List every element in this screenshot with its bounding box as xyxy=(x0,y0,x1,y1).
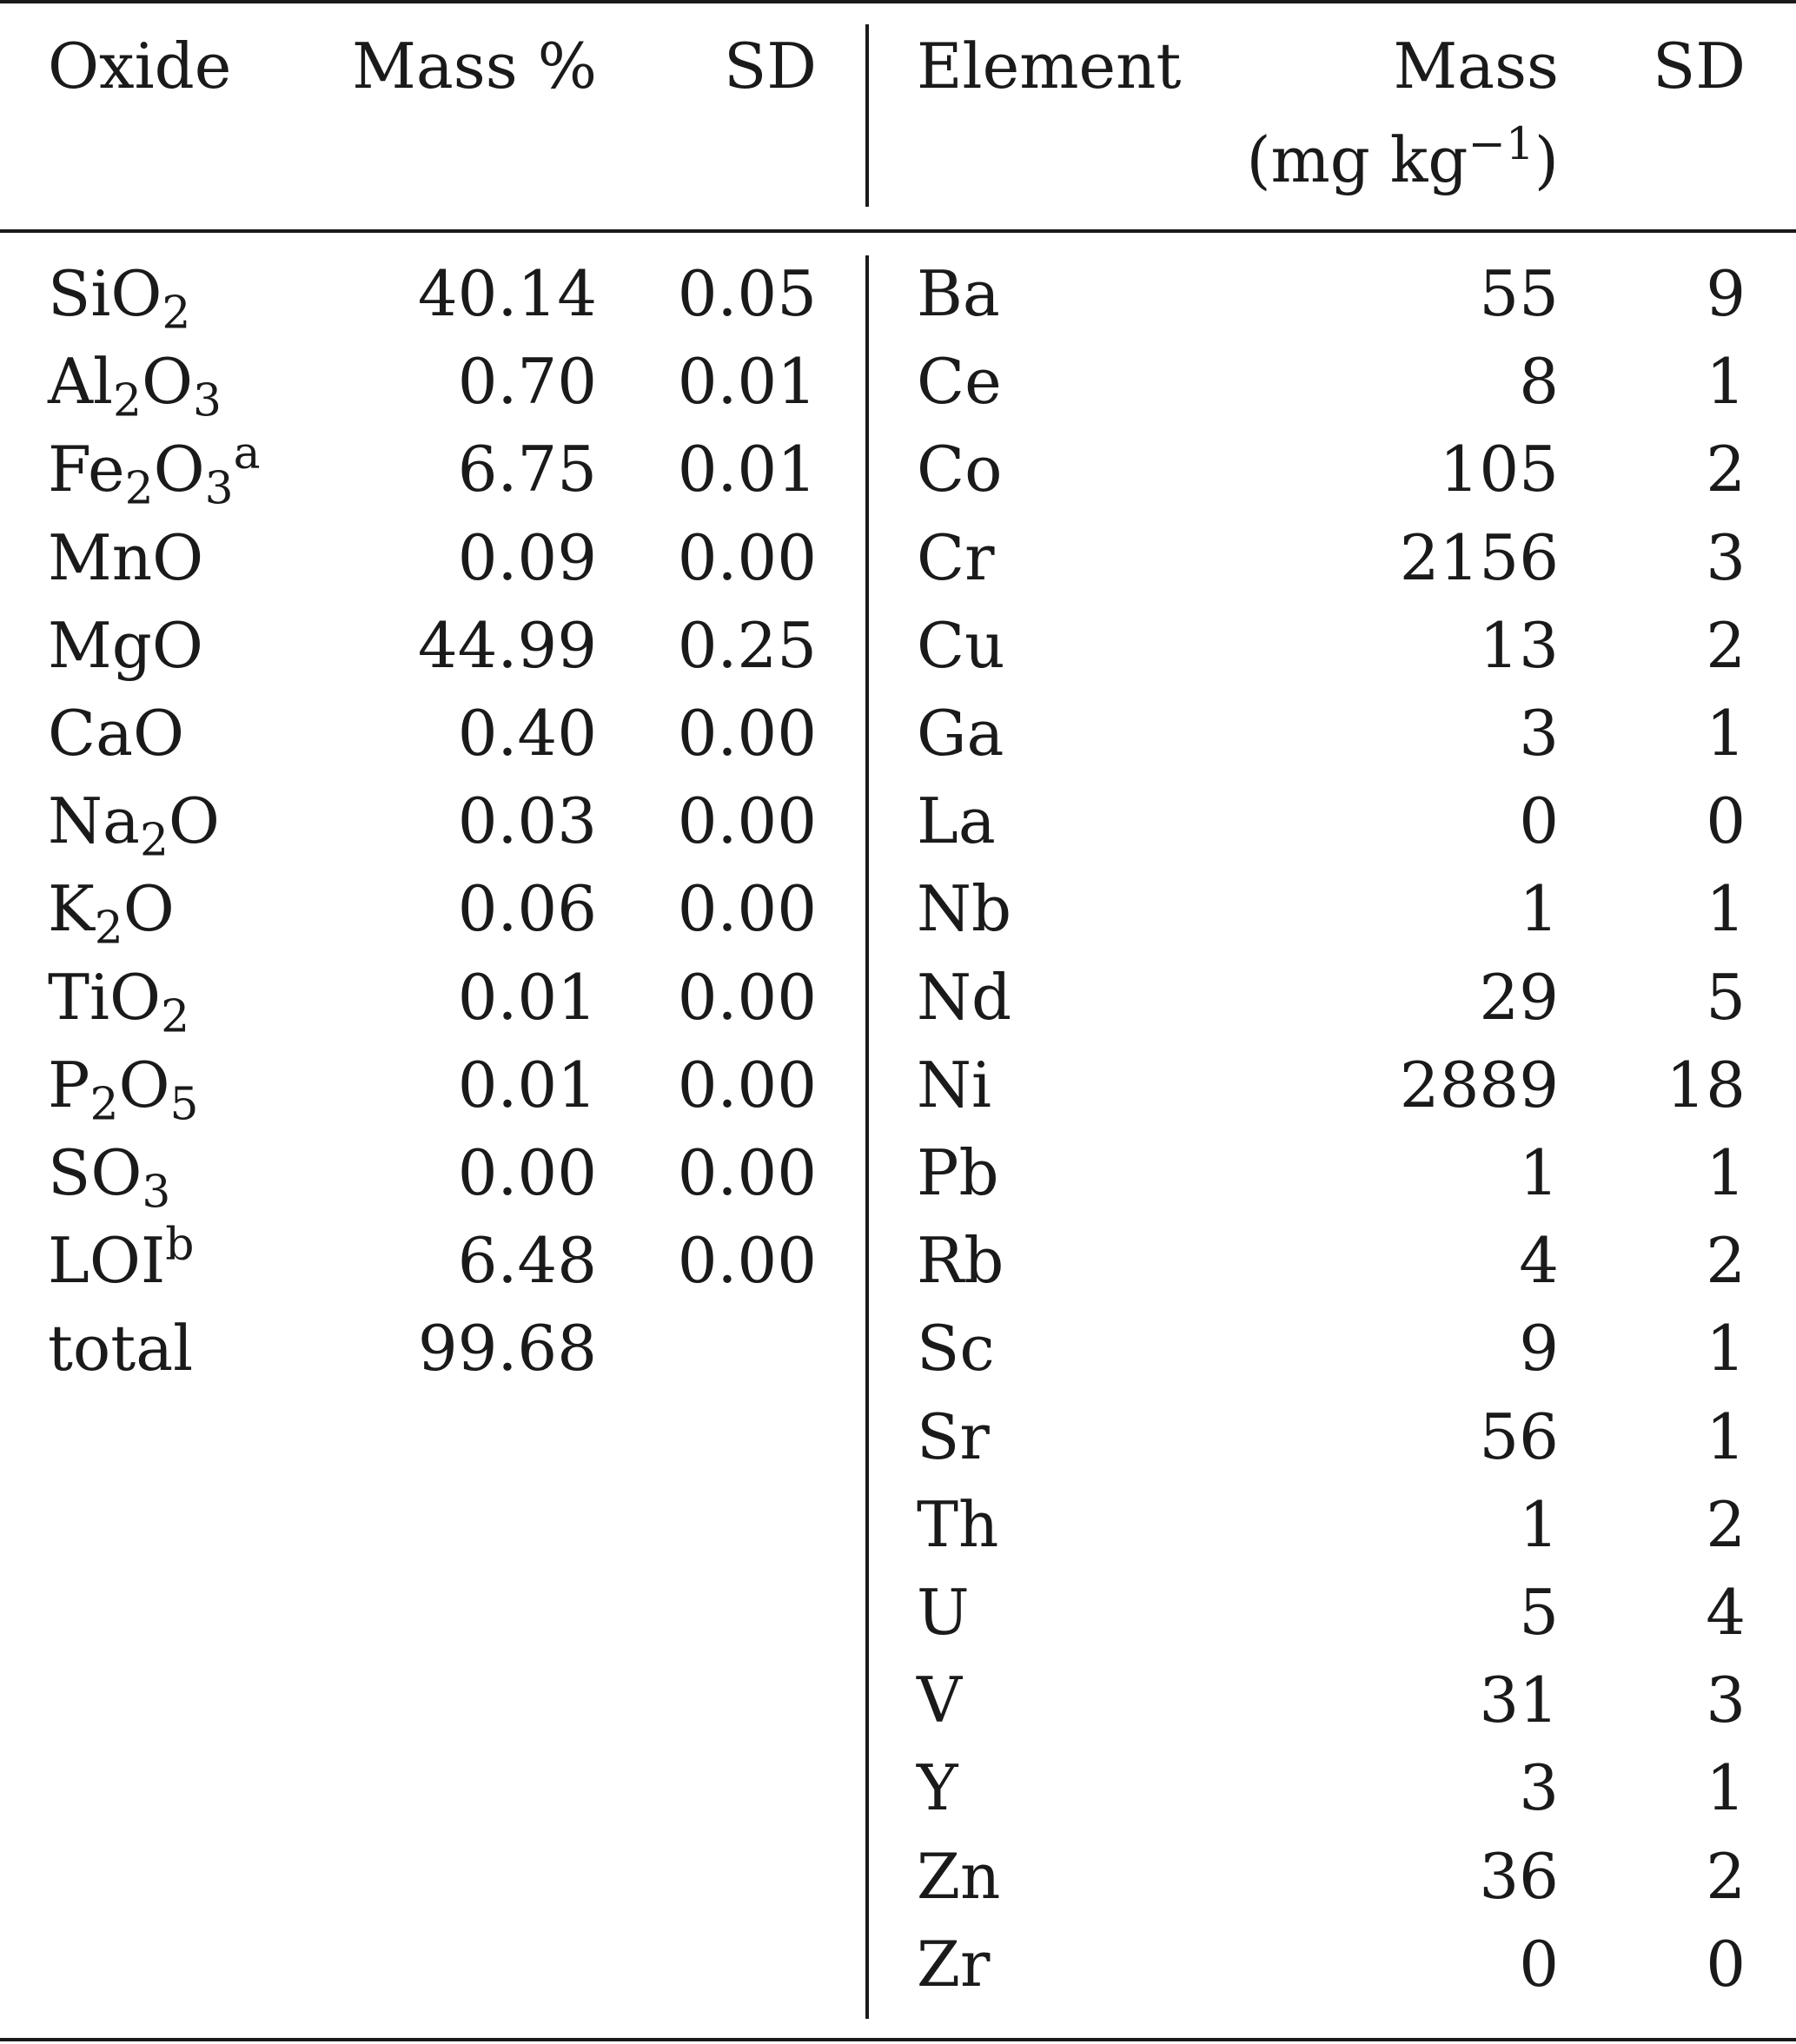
element-sd: 1 xyxy=(1706,1312,1746,1385)
element-mass-unit-header xyxy=(1246,118,1559,196)
element-name: Ni xyxy=(917,1048,992,1121)
oxide-mass: 0.09 xyxy=(457,521,597,594)
element-mass: 4 xyxy=(1519,1224,1559,1297)
element-mass: 55 xyxy=(1479,257,1559,330)
oxide-sd-header: SD xyxy=(723,30,817,103)
oxide-mass: 40.14 xyxy=(417,257,597,330)
header-rule xyxy=(0,229,1796,233)
mass-unit-text: (mg kg xyxy=(1246,123,1468,196)
oxide-name-sub: 2 xyxy=(161,990,190,1043)
oxide-name-part: O xyxy=(153,433,205,506)
oxide-name-part: CaO xyxy=(48,697,185,770)
element-mass: 1 xyxy=(1519,1136,1559,1209)
element-name: Y xyxy=(917,1751,958,1824)
oxide-sd: 0.25 xyxy=(677,609,817,682)
oxide-name-part: LOI xyxy=(48,1224,166,1297)
oxide-name-sub: 3 xyxy=(142,1166,171,1219)
element-mass: 0 xyxy=(1519,784,1559,857)
oxide-name-sup: a xyxy=(233,427,261,480)
oxide-name xyxy=(48,523,203,592)
mass-unit-close: ) xyxy=(1534,123,1559,196)
oxide-name-sup: b xyxy=(165,1219,195,1272)
oxide-name xyxy=(48,784,220,867)
bottom-rule xyxy=(0,2038,1796,2041)
oxide-sd: 0.00 xyxy=(677,1224,817,1297)
element-sd: 18 xyxy=(1666,1048,1746,1121)
element-name: Ce xyxy=(917,345,1002,418)
header-divider xyxy=(865,24,869,207)
mass-unit-exponent: −1 xyxy=(1468,118,1534,171)
oxide-sd: 0.00 xyxy=(677,521,817,594)
oxide-name-part: O xyxy=(168,784,220,857)
oxide-mass: 0.01 xyxy=(457,961,597,1034)
oxide-sd: 0.05 xyxy=(677,257,817,330)
oxide-name-sub: 3 xyxy=(204,462,234,515)
element-sd: 0 xyxy=(1706,784,1746,857)
element-name: Sc xyxy=(917,1312,995,1385)
oxide-name-part: Na xyxy=(48,784,140,857)
element-name: Cu xyxy=(917,609,1005,682)
element-mass: 31 xyxy=(1479,1664,1559,1736)
element-mass: 8 xyxy=(1519,345,1559,418)
oxide-header: Oxide xyxy=(48,30,232,103)
oxide-name xyxy=(48,698,184,768)
element-mass-header: Mass xyxy=(1393,30,1559,103)
element-sd: 1 xyxy=(1706,1136,1746,1209)
oxide-mass: 0.01 xyxy=(457,1048,597,1121)
element-mass: 29 xyxy=(1479,961,1559,1034)
oxide-name-part: O xyxy=(123,872,175,945)
element-mass: 105 xyxy=(1439,433,1559,506)
element-sd: 1 xyxy=(1706,345,1746,418)
oxide-name-part: P xyxy=(48,1048,90,1121)
element-name: Co xyxy=(917,433,1003,506)
oxide-name xyxy=(48,611,203,680)
oxide-name xyxy=(48,1313,193,1383)
element-name: Nb xyxy=(917,872,1012,945)
oxide-sd: 0.00 xyxy=(677,1048,817,1121)
oxide-name-part: total xyxy=(48,1312,194,1385)
element-sd: 9 xyxy=(1706,257,1746,330)
element-sd: 2 xyxy=(1706,1488,1746,1561)
oxide-name-part: K xyxy=(48,872,95,945)
element-sd: 2 xyxy=(1706,1224,1746,1297)
oxide-sd: 0.01 xyxy=(677,345,817,418)
oxide-name xyxy=(48,345,222,427)
oxide-name xyxy=(48,427,261,515)
oxide-name-sub: 2 xyxy=(124,462,154,515)
oxide-mass: 6.48 xyxy=(457,1224,597,1297)
oxide-sd: 0.00 xyxy=(677,697,817,770)
element-name: U xyxy=(917,1576,970,1649)
oxide-name-sub: 2 xyxy=(89,1078,119,1131)
top-rule xyxy=(0,0,1796,3)
element-name: Nd xyxy=(917,961,1012,1034)
element-mass: 2889 xyxy=(1399,1048,1559,1121)
element-sd-header: SD xyxy=(1652,30,1746,103)
oxide-name xyxy=(48,1219,195,1297)
element-mass: 9 xyxy=(1519,1312,1559,1385)
oxide-name-part: MnO xyxy=(48,521,204,594)
element-mass: 56 xyxy=(1479,1400,1559,1473)
element-sd: 1 xyxy=(1706,697,1746,770)
element-sd: 2 xyxy=(1706,1840,1746,1913)
oxide-name-sub: 5 xyxy=(169,1078,199,1131)
body-divider xyxy=(865,255,869,2019)
element-name: Zn xyxy=(917,1840,1001,1913)
element-name: Ba xyxy=(917,257,1000,330)
element-name: V xyxy=(917,1664,962,1736)
oxide-sd: 0.01 xyxy=(677,433,817,506)
element-mass: 13 xyxy=(1479,609,1559,682)
element-name: Pb xyxy=(917,1136,999,1209)
oxide-sd: 0.00 xyxy=(677,784,817,857)
element-mass: 36 xyxy=(1479,1840,1559,1913)
oxide-mass: 0.70 xyxy=(457,345,597,418)
oxide-mass: 0.40 xyxy=(457,697,597,770)
oxide-name-part: SO xyxy=(48,1136,142,1209)
element-name: Zr xyxy=(917,1928,991,2001)
oxide-name-sub: 3 xyxy=(193,374,222,427)
oxide-name-sub: 2 xyxy=(113,374,142,427)
oxide-name-part: MgO xyxy=(48,609,203,682)
element-name: Th xyxy=(917,1488,999,1561)
element-mass: 5 xyxy=(1519,1576,1559,1649)
element-mass: 3 xyxy=(1519,1751,1559,1824)
oxide-mass: 44.99 xyxy=(417,609,597,682)
mass-pct-header: Mass % xyxy=(352,30,597,103)
oxide-name-sub: 2 xyxy=(94,902,123,955)
element-sd: 0 xyxy=(1706,1928,1746,2001)
element-mass: 1 xyxy=(1519,1488,1559,1561)
oxide-name xyxy=(48,1048,199,1131)
element-mass: 1 xyxy=(1519,872,1559,945)
oxide-name-part: SiO xyxy=(48,257,162,330)
oxide-mass: 6.75 xyxy=(457,433,597,506)
element-name: Ga xyxy=(917,697,1004,770)
oxide-name-part: O xyxy=(118,1048,170,1121)
element-sd: 3 xyxy=(1706,521,1746,594)
oxide-name xyxy=(48,961,190,1043)
element-mass: 3 xyxy=(1519,697,1559,770)
element-sd: 1 xyxy=(1706,1400,1746,1473)
oxide-name xyxy=(48,257,191,340)
element-name: Sr xyxy=(917,1400,990,1473)
oxide-sd: 0.00 xyxy=(677,961,817,1034)
element-sd: 1 xyxy=(1706,872,1746,945)
element-sd: 2 xyxy=(1706,609,1746,682)
oxide-sd: 0.00 xyxy=(677,872,817,945)
element-name: Rb xyxy=(917,1224,1004,1297)
oxide-name xyxy=(48,1136,171,1219)
oxide-mass: 99.68 xyxy=(417,1312,597,1385)
element-mass: 2156 xyxy=(1399,521,1559,594)
oxide-sd: 0.00 xyxy=(677,1136,817,1209)
element-name: La xyxy=(917,784,996,857)
element-sd: 1 xyxy=(1706,1751,1746,1824)
oxide-name-part: Al xyxy=(48,345,114,418)
oxide-mass: 0.03 xyxy=(457,784,597,857)
oxide-name-sub: 2 xyxy=(139,814,169,867)
oxide-name xyxy=(48,872,175,955)
element-sd: 4 xyxy=(1706,1576,1746,1649)
element-sd: 3 xyxy=(1706,1664,1746,1736)
oxide-mass: 0.00 xyxy=(457,1136,597,1209)
element-header: Element xyxy=(917,30,1182,103)
element-name: Cr xyxy=(917,521,995,594)
element-sd: 5 xyxy=(1706,961,1746,1034)
oxide-name-sub: 2 xyxy=(162,287,191,340)
element-mass: 0 xyxy=(1519,1928,1559,2001)
element-sd: 2 xyxy=(1706,433,1746,506)
oxide-name-part: TiO xyxy=(48,961,162,1034)
oxide-name-part: O xyxy=(142,345,194,418)
oxide-name-part: Fe xyxy=(48,433,125,506)
oxide-mass: 0.06 xyxy=(457,872,597,945)
